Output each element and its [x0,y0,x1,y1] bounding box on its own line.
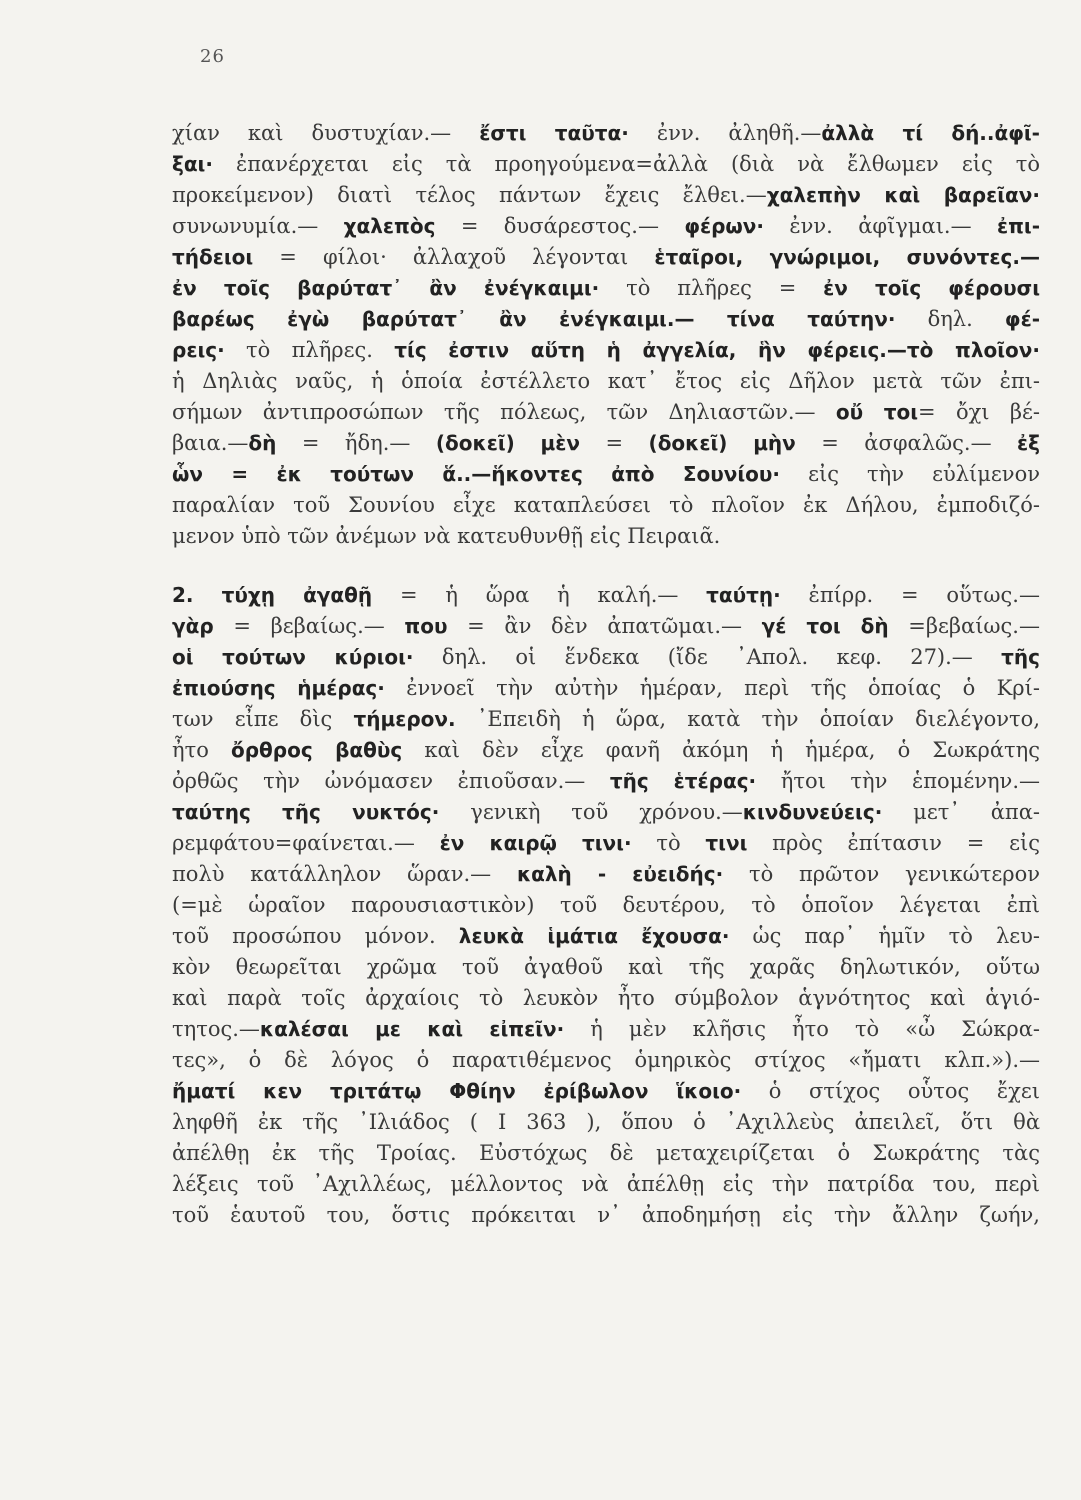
commentary-text-run: παραλίαν τοῦ Σουνίου εἶχε καταπλεύσει τὸ πλοῖον ἐκ Δήλου, ἐμποδιζό- [172,493,1040,517]
lemma-bold: ἤματί κεν τριτάτῳ Φθίην ἐρίβωλον ἵκοιο· [172,1079,742,1103]
commentary-text-run: μενον ὑπὸ τῶν ἀνέμων νὰ κατευθυνθῇ εἰς Πειραιᾶ. [172,524,721,548]
text-line [172,1107,1040,1138]
lemma-bold: ἑταῖροι, γνώριμοι, συνόντες.— [654,245,1040,269]
lemma-bold: ταύτῃ· [706,583,781,607]
commentary-text-run: τοῦ προσώπου μόνον. [172,924,459,948]
text-line [172,304,1040,335]
lemma-bold: δὴ [248,431,277,455]
text-line [172,211,1040,242]
text-line [172,149,1040,180]
lemma-bold: ὧν = ἐκ τούτων ἅ..—ἥκοντες ἀπὸ Σουνίου· [172,462,781,486]
paragraph-2 [172,580,1040,1231]
commentary-text-run: = ἀσφαλῶς.— [795,431,1018,455]
commentary-text-run: ἐπίρρ. = οὕτως.— [780,583,1040,607]
lemma-bold: (δοκεῖ) μὲν [435,431,581,455]
commentary-text-run: ρεμφάτου=φαίνεται.— [172,831,440,855]
commentary-text-run: γενικὴ τοῦ χρόνου.— [439,800,743,824]
lemma-bold: τινι [705,831,748,855]
text-line [172,828,1040,859]
lemma-bold: ἀλλὰ τί δή..ἀφῖ- [821,121,1040,145]
commentary-text-run: καὶ δὲν εἶχε φανῆ ἀκόμη ἡ ἡμέρα, ὁ Σωκράτης [402,738,1040,762]
commentary-text-run: δηλ. οἱ ἕνδεκα (ἴδε ᾽Απολ. κεφ. 27).— [413,645,1002,669]
text-line [172,797,1040,828]
commentary-text-run: = ἤδη.— [276,431,436,455]
paragraph-1 [172,118,1040,552]
text-line [172,1045,1040,1076]
text-line [172,1200,1040,1231]
text-line [172,180,1040,211]
lemma-bold: ἐν τοῖς φέρουσι [823,276,1040,300]
lemma-bold: ξαι· [172,152,213,176]
commentary-text-run: τες», ὁ δὲ λόγος ὁ παρατιθέμενος ὁμηρικὸς στίχος «ἤματι κλπ.»).— [172,1048,1040,1072]
text-line [172,921,1040,952]
text-line [172,766,1040,797]
lemma-bold: φέ- [1004,307,1040,331]
commentary-text-run: = φίλοι· ἀλλαχοῦ λέγονται [253,245,655,269]
commentary-text-run: ἦτο [172,738,231,762]
lemma-bold: ἐν τοῖς βαρύτατ᾽ ἂν ἐνέγκαιμι· [172,276,600,300]
lemma-bold: οὔ τοι [835,400,919,424]
commentary-text-run: συνωνυμία.— [172,214,344,238]
commentary-text-run: μετ᾽ ἀπα- [882,800,1040,824]
commentary-text-run: = ὄχι βέ- [918,400,1040,424]
commentary-text-run: ἐνν. ἀφῖγμαι.— [764,214,997,238]
lemma-bold: τῆς [1001,645,1040,669]
text-line [172,1138,1040,1169]
commentary-text-run: καὶ παρὰ τοῖς ἀρχαίοις τὸ λευκὸν ἦτο σύμβολον ἁγνότητος καὶ ἁγιό- [172,986,1040,1010]
commentary-text-run: τὸ πρῶτον γενικώτερον [723,862,1040,886]
text-line [172,1076,1040,1107]
commentary-text-run: ἀπέλθῃ ἐκ τῆς Τροίας. Εὐστόχως δὲ μεταχειρίζεται ὁ Σωκράτης τὰς [172,1141,1040,1165]
text-line [172,704,1040,735]
commentary-text-run: δηλ. [895,307,1005,331]
lemma-bold: τῆς ἑτέρας· [609,769,757,793]
commentary-text-run: = ἡ ὥρα ἡ καλή.— [372,583,707,607]
commentary-text [172,118,1040,1231]
lemma-bold: κινδυνεύεις· [742,800,883,824]
commentary-text-run: = δυσάρεστος.— [435,214,685,238]
lemma-bold: ἐπιούσης ἡμέρας· [172,676,385,700]
commentary-text-run: τὸ πλῆρες. [224,338,395,362]
text-line [172,521,1040,552]
commentary-text-run: τοῦ ἑαυτοῦ του, ὅστις πρόκειται ν᾽ ἀποδημήσῃ εἰς τὴν ἄλλην ζωήν, [172,1203,1040,1227]
commentary-text-run: τὸ πλῆρες = [599,276,824,300]
commentary-text-run: ἐννοεῖ τὴν αὐτὴν ἡμέραν, περὶ τῆς ὁποίας ὁ Κρί- [384,676,1040,700]
commentary-text-run: = ἂν δὲν ἀπατῶμαι.— [447,614,762,638]
commentary-text-run: τητος.— [172,1017,260,1041]
text-line [172,118,1040,149]
lemma-bold: ἐν καιρῷ τινι· [439,831,632,855]
text-line [172,983,1040,1014]
commentary-text-run: ἐνν. ἀληθῆ.— [628,121,822,145]
commentary-text-run: ἐπανέρχεται εἰς τὰ προηγούμενα=ἀλλὰ (διὰ νὰ ἔλθωμεν εἰς τὸ [212,152,1040,176]
text-line [172,735,1040,766]
lemma-bold: που [404,614,448,638]
commentary-text-run: χίαν καὶ δυστυχίαν.— [172,121,480,145]
commentary-text-run: πολὺ κατάλληλον ὥραν.— [172,862,517,886]
commentary-text-run: προκείμενον) διατὶ τέλος πάντων ἔχεις ἔλθει.— [172,183,767,207]
commentary-text-run: ὀρθῶς τὴν ὠνόμασεν ἐπιοῦσαν.— [172,769,610,793]
page-number: 26 [200,46,225,67]
commentary-text-run: πρὸς ἐπίτασιν = εἰς [747,831,1040,855]
commentary-text-run: σήμων ἀντιπροσώπων τῆς πόλεως, τῶν Δηλιαστῶν.— [172,400,836,424]
lemma-bold: φέρων· [684,214,765,238]
text-line [172,642,1040,673]
text-line [172,952,1040,983]
commentary-text-run: τὸ [631,831,706,855]
commentary-text-run: = βεβαίως.— [213,614,405,638]
commentary-text-run: ληφθῆ ἐκ τῆς ᾽Ιλιάδος ( Ι 363 ), ὅπου ὁ ᾽Αχιλλεὺς ἀπειλεῖ, ὅτι θὰ [172,1110,1040,1134]
lemma-bold: ἐξ [1017,431,1040,455]
text-line [172,580,1040,611]
text-line [172,459,1040,490]
lemma-bold: τήμερον. [353,707,456,731]
commentary-text-run: ἡ μὲν κλῆσις ἦτο τὸ «ὦ Σώκρα- [564,1017,1040,1041]
lemma-bold: τήδειοι [172,245,254,269]
lemma-bold: τίς ἐστιν αὕτη ἡ ἀγγελία, ἣν φέρεις.—τὸ πλοῖον· [394,338,1040,362]
lemma-bold: ὄρθρος βαθὺς [230,738,403,762]
paragraph-gap [172,552,1040,580]
lemma-bold: ταύτης τῆς νυκτός· [172,800,440,824]
commentary-text-run: των εἶπε δὶς [172,707,354,731]
lemma-bold: ρεις· [172,338,225,362]
text-line [172,890,1040,921]
lemma-bold: γέ τοι δὴ [761,614,889,638]
lemma-bold: βαρέως ἐγὼ βαρύτατ᾽ ἂν ἐνέγκαιμι.— τίνα ταύτην· [172,307,896,331]
text-line [172,859,1040,890]
text-line [172,428,1040,459]
lemma-bold: 2. τύχῃ ἀγαθῇ [172,583,373,607]
commentary-text-run: κὸν θεωρεῖται χρῶμα τοῦ ἀγαθοῦ καὶ τῆς χαρᾶς δηλωτικόν, οὕτω [172,955,1040,979]
text-line [172,397,1040,428]
commentary-text-run: ἤτοι τὴν ἑπομένην.— [756,769,1040,793]
commentary-text-run: ὡς παρ᾽ ἡμῖν τὸ λευ- [729,924,1040,948]
text-line [172,1169,1040,1200]
commentary-text-run: ᾽Επειδὴ ἡ ὥρα, κατὰ τὴν ὁποίαν διελέγοντο, [455,707,1040,731]
text-line [172,673,1040,704]
lemma-bold: χαλεπὴν καὶ βαρεῖαν· [766,183,1040,207]
lemma-bold: καλὴ - εὐειδής· [516,862,724,886]
lemma-bold: λευκὰ ἱμάτια ἔχουσα· [458,924,730,948]
commentary-text-run: ἡ Δηλιὰς ναῦς, ἡ ὁποία ἐστέλλετο κατ᾽ ἔτος εἰς Δῆλον μετὰ τῶν ἐπι- [172,369,1040,393]
lemma-bold: οἱ τούτων κύριοι· [172,645,414,669]
lemma-bold: καλέσαι με καὶ εἰπεῖν· [259,1017,565,1041]
commentary-text-run: (=μὲ ὡραῖον παρουσιαστικὸν) τοῦ δευτέρου, τὸ ὁποῖον λέγεται ἐπὶ [172,893,1040,917]
text-line [172,273,1040,304]
lemma-bold: γὰρ [172,614,214,638]
commentary-text-run: = [580,431,649,455]
commentary-text-run: εἰς τὴν εὐλίμενον [780,462,1040,486]
text-line [172,490,1040,521]
text-line [172,335,1040,366]
text-line [172,366,1040,397]
lemma-bold: (δοκεῖ) μὴν [648,431,796,455]
text-line [172,1014,1040,1045]
lemma-bold: χαλεπὸς [343,214,436,238]
commentary-text-run: βαια.— [172,431,249,455]
text-line [172,242,1040,273]
commentary-text-run: =βεβαίως.— [888,614,1040,638]
lemma-bold: ἔστι ταῦτα· [479,121,629,145]
lemma-bold: ἐπι- [996,214,1040,238]
commentary-text-run: ὁ στίχος οὗτος ἔχει [741,1079,1040,1103]
text-line [172,611,1040,642]
commentary-text-run: λέξεις τοῦ ᾽Αχιλλέως, μέλλοντος νὰ ἀπέλθῃ εἰς τὴν πατρίδα του, περὶ [172,1172,1040,1196]
